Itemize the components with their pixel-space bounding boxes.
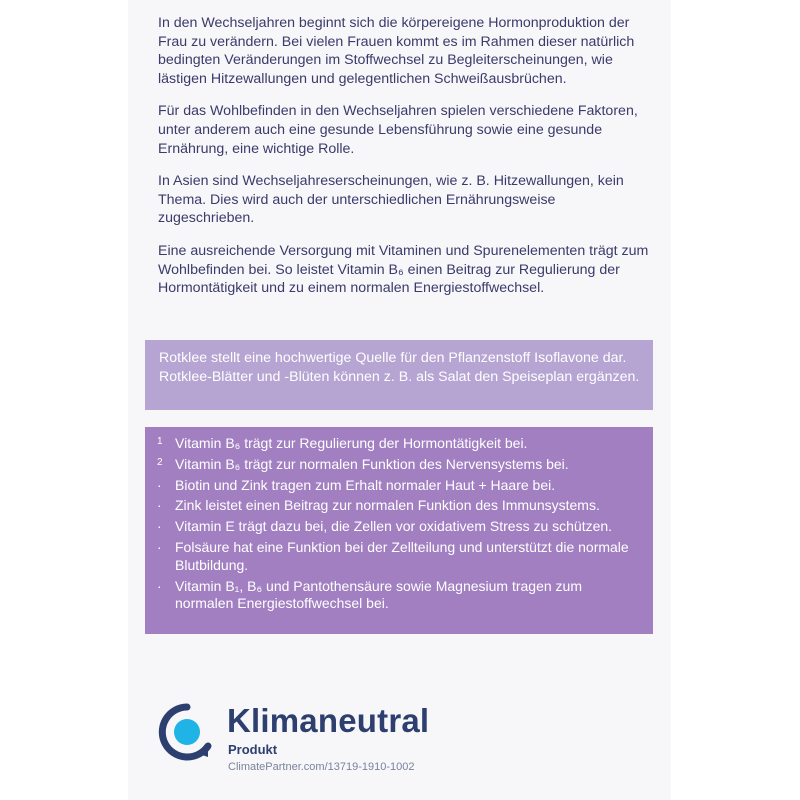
- footnote-marker: 1: [157, 436, 163, 447]
- paragraph: Für das Wohlbefinden in den Wechseljahren spielen verschiedene Faktoren, unter anderem auch eine gesunde Lebensführung sowie eine gesunde Ernährung, eine wichtige Rolle.: [158, 103, 638, 157]
- badge-url: ClimatePartner.com/13719-1910-1002: [228, 761, 415, 773]
- claims-box: [145, 427, 653, 634]
- claim-text: Biotin und Zink tragen zum Erhalt normaler Haut + Haare bei.: [175, 476, 556, 493]
- highlight-box: [145, 340, 653, 410]
- badge-subtitle: Produkt: [228, 742, 278, 757]
- list-item: [157, 539, 643, 575]
- list-item: [157, 497, 643, 515]
- bullet-marker: ·: [157, 518, 162, 535]
- claim-text: Vitamin B₁, B₆ und Pantothensäure sowie Magnesium tragen zum normalen Energiestoffwechsel bei.: [175, 577, 582, 612]
- intro-text: [158, 14, 652, 312]
- list-item: [157, 518, 643, 536]
- claim-text: Vitamin B₆ trägt zur Regulierung der Hormontätigkeit bei.: [175, 435, 528, 451]
- bullet-marker: ·: [157, 538, 162, 555]
- claim-text: Vitamin E trägt dazu bei, die Zellen vor oxidativem Stress zu schützen.: [175, 518, 613, 535]
- list-item: [157, 477, 643, 495]
- claim-text: Zink leistet einen Beitrag zur normalen Funktion des Immunsystems.: [175, 497, 600, 514]
- paragraph: In den Wechseljahren beginnt sich die körpereigene Hormonproduktion der Frau zu verändern. Bei vielen Frauen kommt es im Rahmen dieser natürlich bedingten Veränderungen im Stoffwechsel zu Begleiterscheinungen, wie lästigen Hitzewallungen und gelegentlichen Schweißausbrüchen.: [158, 15, 635, 87]
- claims-list: [157, 435, 643, 613]
- claim-text: Vitamin B₆ trägt zur normalen Funktion des Nervensystems bei.: [175, 455, 569, 472]
- list-item: [157, 456, 643, 474]
- paragraph: Eine ausreichende Versorgung mit Vitaminen und Spurenelementen trägt zum Wohlbefinden bei. So leistet Vitamin B₆ einen Beitrag zur Regulierung der Hormontätigkeit und zu einem normalen Energiestoffwechsel.: [158, 242, 649, 297]
- badge-title: Klimaneutral: [227, 702, 430, 739]
- climate-partner-logo-icon: [158, 703, 216, 761]
- bullet-marker: ·: [157, 577, 162, 594]
- bullet-marker: ·: [157, 497, 162, 514]
- claim-text: Folsäure hat eine Funktion bei der Zellteilung und unterstützt die normale Blutbildung.: [175, 538, 629, 573]
- footnote-marker: 2: [157, 456, 163, 468]
- paragraph: In Asien sind Wechseljahreserscheinungen, wie z. B. Hitzewallungen, kein Thema. Dies wird auch der unterschiedlichen Ernährungsweise zugeschrieben.: [158, 173, 624, 227]
- highlight-text: Rotklee stellt eine hochwertige Quelle für den Pflanzenstoff Isoflavone dar. Rotklee-Blätter und -Blüten können z. B. als Salat den Speiseplan ergänzen.: [159, 350, 640, 385]
- list-item: [157, 435, 643, 453]
- bullet-marker: ·: [157, 476, 162, 493]
- list-item: [157, 578, 643, 614]
